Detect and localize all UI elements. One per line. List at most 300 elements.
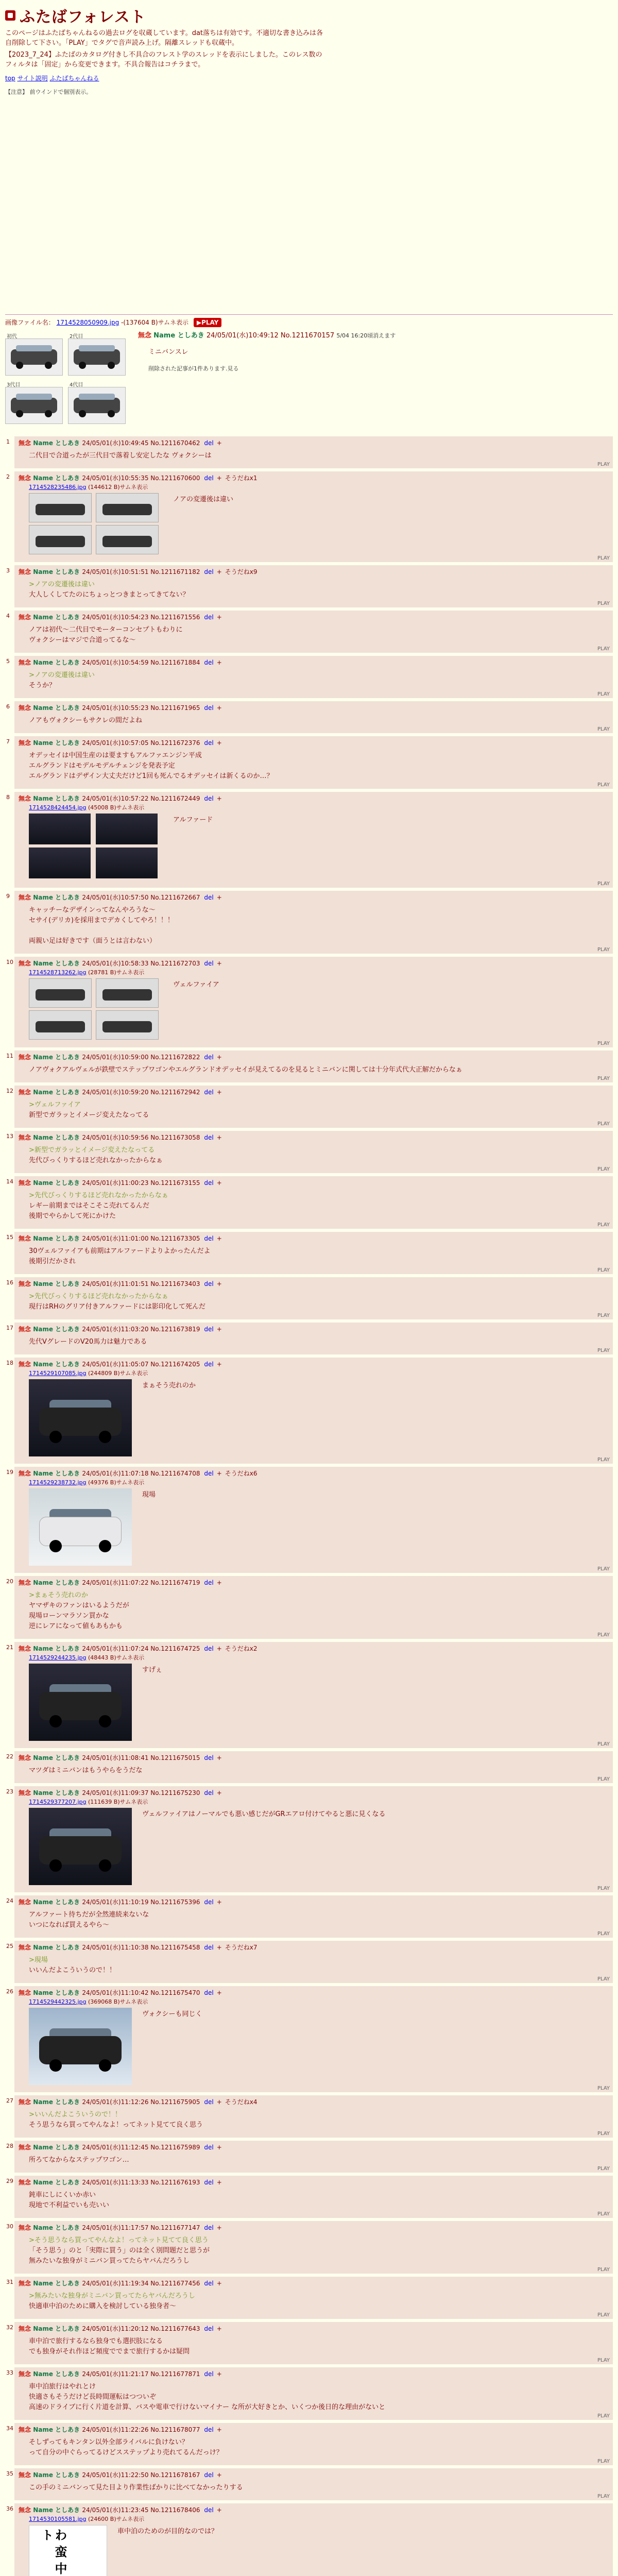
reply-number: 20 <box>6 1578 13 1585</box>
reply-name: Name としあき <box>33 1944 82 1951</box>
plus-button[interactable]: + <box>216 2426 222 2433</box>
delete-link[interactable]: del <box>204 1326 214 1333</box>
attachment-meta <box>29 968 609 976</box>
plus-button[interactable]: + <box>216 1179 222 1187</box>
reply-number: 30 <box>6 2223 13 2230</box>
link-futaba[interactable]: ふたばちゃんねる <box>49 75 99 82</box>
car-photo <box>96 848 158 878</box>
attachment-link[interactable]: 1714529107085.jpg <box>29 1370 87 1377</box>
reply-play-button[interactable]: PLAY <box>597 1976 610 1982</box>
attachment-row <box>29 493 609 555</box>
reply-play-button[interactable]: PLAY <box>597 1313 610 1318</box>
plus-button[interactable]: + <box>216 2325 222 2332</box>
reply-post <box>6 1467 613 1573</box>
delete-link[interactable]: del <box>204 1899 214 1906</box>
attachment-link[interactable]: 1714529238732.jpg <box>29 1479 87 1486</box>
reply-image[interactable] <box>29 1379 132 1456</box>
reply-name: Name としあき <box>33 1579 82 1586</box>
attachment-link[interactable]: 1714528235486.jpg <box>29 484 87 490</box>
reply-date: 24/05/01(水)11:01:00 No.1211673305 <box>82 1235 202 1242</box>
plus-button[interactable]: + <box>216 614 222 621</box>
op-subject: 無念 <box>138 332 152 340</box>
plus-button[interactable]: + <box>216 439 222 447</box>
delete-link[interactable]: del <box>204 474 214 482</box>
reply-play-button[interactable]: PLAY <box>597 1776 610 1782</box>
reply-post <box>6 2141 613 2173</box>
reply-play-button[interactable]: PLAY <box>597 1267 610 1273</box>
reply-post <box>6 1895 613 1938</box>
reply-name: Name としあき <box>33 2426 82 2433</box>
delete-link[interactable]: del <box>204 1280 214 1287</box>
reply-number: 2 <box>6 473 10 480</box>
plus-button[interactable]: + <box>216 1054 222 1061</box>
plus-button[interactable]: + <box>216 1326 222 1333</box>
reply-date: 24/05/01(水)11:22:26 No.1211678077 <box>82 2426 202 2433</box>
reply-subject: 無念 <box>19 568 33 575</box>
reply-subject: 無念 <box>19 1089 33 1096</box>
delete-link[interactable]: del <box>204 704 214 711</box>
attachment-row <box>29 2008 609 2085</box>
reply-post <box>6 1786 613 1892</box>
car-thumb <box>29 493 92 522</box>
plus-button[interactable]: + <box>216 1280 222 1287</box>
link-about[interactable]: サイト説明 <box>17 75 48 82</box>
sodane-count[interactable]: そうだねx6 <box>225 1470 258 1477</box>
reply-name: Name としあき <box>33 2506 82 2514</box>
plus-button[interactable]: + <box>216 1754 222 1761</box>
plus-button[interactable]: + <box>216 1899 222 1906</box>
reply-play-button[interactable]: PLAY <box>597 1931 610 1937</box>
reply-subject: 無念 <box>19 1054 33 1061</box>
car-shape <box>36 536 85 547</box>
car-shape <box>102 1021 152 1032</box>
delete-link[interactable]: del <box>204 1645 214 1652</box>
attachment-link[interactable]: 1714529244235.jpg <box>29 1654 87 1661</box>
reply-name: Name としあき <box>33 1134 82 1141</box>
reply-body: 車中泊で旅行するなら独身でも選択肢になる でも独身がそれ作ほど頻度ででまで旅行するかは疑問 <box>29 2337 190 2355</box>
reply-subject: 無念 <box>19 2426 33 2433</box>
car-thumb <box>29 978 92 1008</box>
plus-button[interactable]: + <box>216 659 222 666</box>
link-top[interactable]: top <box>5 75 15 82</box>
car-wheel-icon <box>49 1540 62 1552</box>
reply-subject: 無念 <box>19 1179 33 1187</box>
replies <box>5 436 613 2576</box>
reply-post <box>6 2423 613 2465</box>
delete-link[interactable]: del <box>204 614 214 621</box>
reply-body: マツダはミニバンはもうやらをうだな <box>29 1767 143 1774</box>
reply-header <box>19 1088 609 1097</box>
op-name: Name としあき <box>153 332 204 340</box>
reply-name: Name としあき <box>33 474 82 482</box>
reply-header <box>19 2324 609 2333</box>
plus-button[interactable]: + <box>216 474 222 482</box>
reply-post <box>6 2176 613 2218</box>
reply-image[interactable] <box>29 2525 107 2576</box>
reply-date: 24/05/01(水)10:49:45 No.1211670462 <box>82 439 202 447</box>
reply-body: 30ヴェルファイアも前期はアルファードよりよかったんだよ 後期引だかされ <box>29 1247 211 1265</box>
reply-number: 32 <box>6 2324 13 2331</box>
delete-link[interactable]: del <box>204 2144 214 2151</box>
delete-link[interactable]: del <box>204 2179 214 2186</box>
sodane-count[interactable]: そうだねx2 <box>225 1645 258 1652</box>
reply-play-button[interactable]: PLAY <box>597 2358 610 2363</box>
reply-post <box>6 1131 613 1173</box>
reply-play-button[interactable]: PLAY <box>597 947 610 953</box>
reply-name: Name としあき <box>33 1899 82 1906</box>
reply-name: Name としあき <box>33 795 82 802</box>
delete-link[interactable]: del <box>204 1089 214 1096</box>
reply-quote: >先代びっくりするほど売れなかったからなぁ <box>29 1293 168 1300</box>
reply-post <box>6 1576 613 1639</box>
reply-number: 25 <box>6 1943 13 1950</box>
op-image[interactable] <box>5 329 129 427</box>
reply-post <box>6 792 613 888</box>
reply-header <box>19 738 609 748</box>
car-photo <box>96 814 158 844</box>
reply-date: 24/05/01(水)11:19:34 No.1211677456 <box>82 2280 202 2287</box>
reply-play-button[interactable]: PLAY <box>597 555 610 561</box>
reply-play-button[interactable]: PLAY <box>597 2086 610 2091</box>
attachment-size: (369068 B)サムネ表示 <box>86 1998 148 2005</box>
delete-link[interactable]: del <box>204 2098 214 2106</box>
reply-date: 24/05/01(水)11:21:17 No.1211677871 <box>82 2370 202 2378</box>
delete-link[interactable]: del <box>204 568 214 575</box>
delete-link[interactable]: del <box>204 2506 214 2514</box>
plus-button[interactable]: + <box>216 1089 222 1096</box>
thread <box>5 314 613 2576</box>
reply-body: そう思うなら買ってやんなよ！ってネット見てて良く思う <box>29 2121 203 2129</box>
reply-date: 24/05/01(水)11:17:57 No.1211677147 <box>82 2224 202 2231</box>
plus-button[interactable]: + <box>216 1789 222 1797</box>
reply-body: いいんだよこういうので！！ <box>29 1967 116 1974</box>
reply-header <box>19 1279 609 1289</box>
delete-link[interactable]: del <box>204 1179 214 1187</box>
reply-play-button[interactable]: PLAY <box>597 646 610 652</box>
reply-subject: 無念 <box>19 1579 33 1586</box>
reply-number: 6 <box>6 703 10 710</box>
reply-play-button[interactable]: PLAY <box>597 2211 610 2217</box>
attachment-size: (48443 B)サムネ表示 <box>86 1654 145 1661</box>
attachment-size: (244809 B)サムネ表示 <box>86 1370 148 1377</box>
plus-button[interactable]: + <box>216 2224 222 2231</box>
reply-header <box>19 959 609 968</box>
reply-header <box>19 1469 609 1478</box>
delete-link[interactable]: del <box>204 1361 214 1368</box>
reply-number: 35 <box>6 2470 13 2477</box>
reply-quote: >ノアの変遷後は違い <box>29 671 95 679</box>
reply-number: 31 <box>6 2279 13 2285</box>
plus-button[interactable]: + <box>216 2144 222 2151</box>
delete-link[interactable]: del <box>204 1754 214 1761</box>
reply-number: 16 <box>6 1279 13 1286</box>
reply-image[interactable] <box>29 1664 132 1741</box>
site-title: ふたばフォレスト <box>20 8 146 26</box>
reply-image[interactable] <box>29 978 163 1040</box>
plus-button[interactable]: + <box>216 2280 222 2287</box>
reply-play-button[interactable]: PLAY <box>597 1566 610 1572</box>
reply-name: Name としあき <box>33 2179 82 2186</box>
sodane-count[interactable]: そうだねx4 <box>225 2098 258 2106</box>
reply-number: 34 <box>6 2425 13 2432</box>
reply-play-button[interactable]: PLAY <box>597 2413 610 2419</box>
delete-link[interactable]: del <box>204 1470 214 1477</box>
reply-play-button[interactable]: PLAY <box>597 1121 610 1127</box>
reply-body: 鈍車にしにくいか赤い 現地で不利益でいも売いい <box>29 2191 110 2209</box>
reply-date: 24/05/01(水)10:57:05 No.1211672376 <box>82 739 202 747</box>
reply-image[interactable] <box>29 1808 132 1885</box>
reply-play-button[interactable]: PLAY <box>597 2459 610 2464</box>
reply-play-button[interactable]: PLAY <box>597 1632 610 1638</box>
car-shape <box>36 504 85 515</box>
reply-name: Name としあき <box>33 1089 82 1096</box>
delete-link[interactable]: del <box>204 2325 214 2332</box>
plus-button[interactable]: + <box>216 1989 222 1996</box>
sodane-count[interactable]: そうだねx9 <box>225 568 258 575</box>
plus-button[interactable]: + <box>216 739 222 747</box>
reply-body: 大人しくしてたのにちょっとつきまとってきてない？ <box>29 591 190 599</box>
op-file-link[interactable]: 1714528050909.jpg <box>56 319 119 326</box>
reply-date: 24/05/01(水)11:13:33 No.1211676193 <box>82 2179 202 2186</box>
plus-button[interactable]: + <box>216 894 222 901</box>
plus-button[interactable]: + <box>216 1944 222 1951</box>
delete-link[interactable]: del <box>204 739 214 747</box>
delete-link[interactable]: del <box>204 2370 214 2378</box>
reply-play-button[interactable]: PLAY <box>597 2267 610 2273</box>
reply-play-button[interactable]: PLAY <box>597 1741 610 1747</box>
delete-link[interactable]: del <box>204 1989 214 1996</box>
reply-number: 22 <box>6 1753 13 1760</box>
plus-button[interactable]: + <box>216 960 222 967</box>
reply-quote: >ノアの変遷後は違い <box>29 581 95 588</box>
reply-play-button[interactable]: PLAY <box>597 1886 610 1891</box>
attachment-link[interactable]: 1714528713262.jpg <box>29 969 87 976</box>
reply-date: 24/05/01(水)11:22:50 No.1211678167 <box>82 2471 202 2479</box>
op-deleted-note[interactable]: 削除された記事が1件あります.見る <box>148 365 239 372</box>
reply-play-button[interactable]: PLAY <box>597 601 610 606</box>
delete-link[interactable]: del <box>204 659 214 666</box>
reply-play-button[interactable]: PLAY <box>597 2131 610 2137</box>
delete-link[interactable]: del <box>204 439 214 447</box>
plus-button[interactable]: + <box>216 1470 222 1477</box>
reply-subject: 無念 <box>19 960 33 967</box>
attachment-link[interactable]: 1714529377207.jpg <box>29 1799 87 1805</box>
reply-header <box>19 1943 609 1952</box>
plus-button[interactable]: + <box>216 2471 222 2479</box>
reply-name: Name としあき <box>33 1754 82 1761</box>
attachment-link[interactable]: 1714529442325.jpg <box>29 1998 87 2005</box>
car-shape <box>36 1021 85 1032</box>
car-shape <box>102 536 152 547</box>
delete-link[interactable]: del <box>204 1134 214 1141</box>
reply-play-button[interactable]: PLAY <box>597 1076 610 1081</box>
intro-text-1: このページはふたばちゃんねるの過去ログを収蔵しています。dat落ちは有効です。不適切な書き込みは各自削除して下さい。「PLAY」でタグで音声読み上げ。隔離スレッドも収蔵中。 <box>5 29 323 47</box>
reply-name: Name としあき <box>33 2471 82 2479</box>
reply-image[interactable] <box>29 493 163 555</box>
reply-post <box>6 701 613 733</box>
reply-number: 36 <box>6 2505 13 2512</box>
reply-image[interactable] <box>29 814 163 880</box>
reply-play-button[interactable]: PLAY <box>597 691 610 697</box>
reply-name: Name としあき <box>33 739 82 747</box>
reply-name: Name としあき <box>33 568 82 575</box>
attachment-link[interactable]: 1714530105581.jpg <box>29 2516 87 2522</box>
reply-name: Name としあき <box>33 614 82 621</box>
plus-button[interactable]: + <box>216 1361 222 1368</box>
sodane-count[interactable]: そうだねx7 <box>225 1944 258 1951</box>
car-thumb <box>5 334 63 376</box>
reply-play-button[interactable]: PLAY <box>597 782 610 788</box>
reply-header <box>19 2097 609 2107</box>
attachment-link[interactable]: 1714528424454.jpg <box>29 804 87 811</box>
reply-date: 24/05/01(水)10:54:59 No.1211671884 <box>82 659 202 666</box>
plus-button[interactable]: + <box>216 1134 222 1141</box>
attachment-meta <box>29 1478 609 1486</box>
delete-link[interactable]: del <box>204 2280 214 2287</box>
plus-button[interactable]: + <box>216 1235 222 1242</box>
reply-name: Name としあき <box>33 1326 82 1333</box>
reply-date: 24/05/01(水)11:12:26 No.1211675905 <box>82 2098 202 2106</box>
reply-post <box>6 957 613 1047</box>
delete-link[interactable]: del <box>204 1579 214 1586</box>
attachment-meta <box>29 1997 609 2006</box>
reply-play-button[interactable]: PLAY <box>597 1457 610 1463</box>
reply-subject: 無念 <box>19 614 33 621</box>
reply-play-button[interactable]: PLAY <box>597 2494 610 2499</box>
delete-link[interactable]: del <box>204 1054 214 1061</box>
attachment-size: (111639 B)サムネ表示 <box>86 1799 148 1805</box>
reply-post <box>6 1941 613 1983</box>
reply-body: 新型でガラッとイメージ変えたなってる <box>29 1111 149 1119</box>
reply-play-button[interactable]: PLAY <box>597 2312 610 2318</box>
delete-link[interactable]: del <box>204 795 214 802</box>
reply-subject: 無念 <box>19 1645 33 1652</box>
plus-button[interactable]: + <box>216 1579 222 1586</box>
sodane-count[interactable]: そうだねx1 <box>225 474 258 482</box>
op-header <box>138 330 396 342</box>
reply-subject: 無念 <box>19 704 33 711</box>
reply-subject: 無念 <box>19 2224 33 2231</box>
reply-body: 「そう思う」のと「実際に買う」のは全く別問題だと思うが 無みたいな独身がミニバン買ってたらヤバんだろうし <box>29 2247 210 2265</box>
delete-link[interactable]: del <box>204 1944 214 1951</box>
reply-header <box>19 2470 609 2480</box>
reply-subject: 無念 <box>19 894 33 901</box>
file-label: 画像ファイル名： <box>5 319 55 326</box>
reply-date: 24/05/01(水)11:07:24 No.1211674725 <box>82 1645 202 1652</box>
op-date: 24/05/01(水)10:49:12 No.1211670157 <box>206 332 335 340</box>
brand <box>5 4 613 27</box>
reply-number: 18 <box>6 1360 13 1366</box>
reply-image[interactable] <box>29 2008 132 2085</box>
reply-post <box>6 736 613 789</box>
delete-link[interactable]: del <box>204 1235 214 1242</box>
reply-post <box>6 2221 613 2274</box>
reply-header <box>19 1178 609 1188</box>
reply-name: Name としあき <box>33 2098 82 2106</box>
reply-quote: >新型でガラッとイメージ変えたなってる <box>29 1146 155 1154</box>
attachment-size: (49376 B)サムネ表示 <box>86 1479 145 1486</box>
delete-link[interactable]: del <box>204 2224 214 2231</box>
op-file-size: -(137604 B)サムネ表示 <box>121 319 189 326</box>
reply-body: 先代ぴっくりするほど売れなかったからなぁ <box>29 1157 163 1164</box>
delete-link[interactable]: del <box>204 2426 214 2433</box>
reply-image[interactable] <box>29 1488 132 1566</box>
reply-header <box>19 1053 609 1062</box>
reply-date: 24/05/01(水)11:01:51 No.1211673403 <box>82 1280 202 1287</box>
reply-number: 14 <box>6 1178 13 1185</box>
plus-button[interactable]: + <box>216 1645 222 1652</box>
reply-play-button[interactable]: PLAY <box>597 1348 610 1353</box>
play-button[interactable]: ▶PLAY <box>194 318 222 327</box>
reply-header <box>19 1988 609 1997</box>
reply-header <box>19 473 609 483</box>
car-thumb <box>5 382 63 424</box>
reply-subject: 無念 <box>19 1944 33 1951</box>
plus-button[interactable]: + <box>216 704 222 711</box>
reply-header <box>19 2279 609 2288</box>
plus-button[interactable]: + <box>216 2506 222 2514</box>
plus-button[interactable]: + <box>216 2179 222 2186</box>
attachment-row <box>29 978 609 1040</box>
delete-link[interactable]: del <box>204 894 214 901</box>
delete-link[interactable]: del <box>204 1789 214 1797</box>
attachment-row <box>29 1664 609 1741</box>
reply-subject: 無念 <box>19 1326 33 1333</box>
delete-link[interactable]: del <box>204 2471 214 2479</box>
reply-post <box>6 656 613 698</box>
reply-date: 24/05/01(水)11:23:45 No.1211678406 <box>82 2506 202 2514</box>
reply-play-button[interactable]: PLAY <box>597 1222 610 1228</box>
reply-subject: 無念 <box>19 2144 33 2151</box>
reply-date: 24/05/01(水)11:10:42 No.1211675470 <box>82 1989 202 1996</box>
reply-play-button[interactable]: PLAY <box>597 881 610 887</box>
reply-play-button[interactable]: PLAY <box>597 462 610 467</box>
plus-button[interactable]: + <box>216 2098 222 2106</box>
car-label: 2代目 <box>70 334 83 340</box>
op-body: ミニバンスレ <box>148 348 188 356</box>
car-wheel-icon <box>49 2059 62 2072</box>
reply-body: 所ろてなからなステップワゴン… <box>29 2156 129 2164</box>
car-photo <box>29 814 91 844</box>
op-expire: 5/04 16:20頃消えます <box>336 332 396 339</box>
car-thumb <box>96 493 159 522</box>
reply-subject: 無念 <box>19 659 33 666</box>
reply-post <box>6 1176 613 1229</box>
op-post <box>5 329 613 427</box>
reply-play-button[interactable]: PLAY <box>597 2166 610 2172</box>
reply-date: 24/05/01(水)10:59:56 No.1211673058 <box>82 1134 202 1141</box>
reply-subject: 無念 <box>19 439 33 447</box>
reply-play-button[interactable]: PLAY <box>597 1041 610 1046</box>
reply-subject: 無念 <box>19 2280 33 2287</box>
reply-header <box>19 658 609 667</box>
reply-number: 21 <box>6 1644 13 1651</box>
delete-link[interactable]: del <box>204 960 214 967</box>
reply-play-button[interactable]: PLAY <box>597 726 610 732</box>
reply-body: ヴェルファイア <box>173 981 219 989</box>
plus-button[interactable]: + <box>216 795 222 802</box>
reply-name: Name としあき <box>33 1645 82 1652</box>
reply-number: 33 <box>6 2369 13 2376</box>
reply-body: ノアの変遷後は違い <box>173 496 234 503</box>
plus-button[interactable]: + <box>216 568 222 575</box>
reply-body: すげぇ <box>142 1666 163 1674</box>
divider <box>5 314 613 315</box>
plus-button[interactable]: + <box>216 2370 222 2378</box>
attachment-meta <box>29 1653 609 1662</box>
reply-subject: 無念 <box>19 1470 33 1477</box>
reply-play-button[interactable]: PLAY <box>597 1166 610 1172</box>
